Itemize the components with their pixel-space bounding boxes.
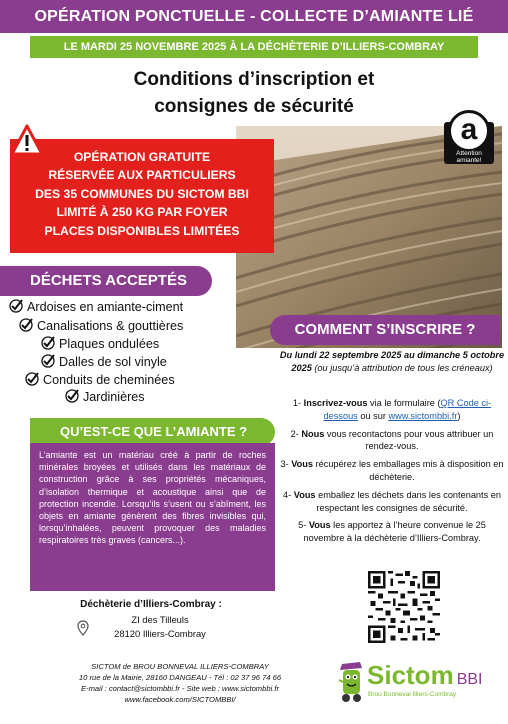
condition-line: OPÉRATION GRATUITE [73, 150, 211, 164]
accepted-item [24, 372, 175, 387]
registration-period-note: (ou jusqu’à attribution de tous les créneaux) [314, 363, 493, 373]
accepted-item [40, 336, 159, 351]
checkmark-icon [64, 389, 80, 403]
step-text: ) [457, 410, 461, 421]
step-number: 1- [292, 398, 302, 408]
condition-line: LIMITÉ À 250 KG PAR FOYER [56, 205, 228, 220]
registration-steps [280, 397, 504, 550]
sictom-logo-suffix: BBI [456, 671, 483, 688]
warning-icon [10, 124, 44, 156]
qr-code-image[interactable] [368, 571, 440, 643]
step-2 [280, 428, 504, 454]
footer-email-web[interactable]: E-mail : contact@sictombbi.fr - Site web : www.sictombbi.fr [80, 684, 280, 693]
qr-code-link[interactable]: QR Code ci-dessous [323, 398, 492, 421]
registration-period [276, 349, 508, 375]
step-number: 4- [283, 489, 292, 500]
sictom-logo-subtitle: Brou Bonneval Illiers-Combray [368, 691, 457, 698]
step-keyword: Vous [293, 489, 316, 500]
dechetterie-address [90, 613, 230, 641]
footer-facebook[interactable]: www.facebook.com/SICTOMBBI/ [124, 695, 236, 704]
registration-period-dates: Du lundi 22 septembre 2025 au dimanche 5 octobre 2025 [279, 350, 505, 373]
step-number: 2- [290, 428, 299, 439]
accepted-waste-title: DÉCHETS ACCEPTÉS [0, 266, 212, 296]
accepted-item [18, 318, 183, 333]
footer-org: SICTOM de BROU BONNEVAL ILLIERS-COMBRAY [91, 662, 269, 671]
step-text: ou sur [360, 410, 386, 421]
checkmark-icon [40, 336, 56, 350]
accepted-item-label: Ardoises en amiante-ciment [27, 300, 184, 314]
condition-line: DES 35 COMMUNES DU SICTOM BBI [35, 186, 249, 201]
step-keyword: Vous [308, 520, 331, 531]
step-keyword: Inscrivez-vous [303, 398, 368, 408]
how-to-register-title: COMMENT S’INSCRIRE ? [270, 315, 500, 345]
what-is-asbestos-title: QU’EST-CE QUE L’AMIANTE ? [30, 418, 275, 446]
asbestos-sign-text-line2: amiante! [456, 157, 482, 164]
step-keyword: Nous [301, 428, 325, 439]
page-title-line1: Conditions d’inscription et [133, 69, 375, 90]
accepted-item [8, 299, 183, 314]
asbestos-a-icon: a [448, 110, 490, 152]
step-text: via le formulaire ( [370, 398, 441, 408]
sictom-logo [367, 660, 482, 695]
accepted-item [40, 354, 167, 369]
condition-line: RÉSERVÉE AUX PARTICULIERS [48, 168, 236, 183]
accepted-item [64, 389, 145, 404]
asbestos-sign-text-line1: Attention [456, 150, 482, 157]
step-number: 5- [298, 520, 307, 531]
accepted-item-label: Dalles de sol vinyle [59, 355, 167, 369]
accepted-item-label: Canalisations & gouttières [37, 319, 184, 333]
page-title [40, 66, 468, 120]
accepted-item-label: Conduits de cheminées [43, 373, 175, 387]
checkmark-icon [18, 318, 34, 332]
address-line1: ZI des Tilleuls [131, 614, 189, 625]
step-number: 3- [280, 459, 289, 470]
conditions-box [10, 139, 274, 253]
location-pin-icon [77, 620, 89, 636]
top-banner: OPÉRATION PONCTUELLE - COLLECTE D’AMIANTE LIÉ [0, 0, 508, 33]
checkmark-icon [24, 372, 40, 386]
checkmark-icon [8, 299, 24, 313]
address-line2: 28120 Illiers-Combray [114, 628, 206, 639]
condition-line: PLACES DISPONIBLES LIMITÉES [44, 223, 240, 238]
accepted-item-label: Plaques ondulées [59, 337, 160, 351]
website-link[interactable]: www.sictombbi.fr [388, 410, 458, 421]
step-text: vous recontactons pour vous attribuer un rendez-vous. [326, 428, 494, 452]
date-banner: LE MARDI 25 NOVEMBRE 2025 À LA DÉCHÈTERIE D’ILLIERS-COMBRAY [30, 36, 478, 58]
step-3 [280, 458, 504, 484]
footer-address: 10 rue de la Mairie, 28160 DANGEAU - Tél : 02 37 96 74 66 [78, 673, 282, 682]
footer-contact [40, 661, 320, 705]
asbestos-sign-text [444, 150, 494, 164]
asbestos-description: L’amiante est un matériau créé à partir de roches minérales broyées et utilisés dans les matériaux de construction grâce à ses propriétés mécaniques, d’isolation thermique et acoustique ainsi que de protection incendie. Lorsqu’ils s’usent ou s’abîment, les objets en amiante génèrent des fibres invisibles qui, lorsqu’inhalées, peuvent provoquer des maladies respiratoires très graves (cancers...). [30, 443, 275, 591]
step-keyword: Vous [291, 459, 313, 470]
step-text: emballez les déchets dans les contenants en respectant les consignes de sécurité. [316, 489, 501, 513]
step-1 [280, 397, 504, 423]
step-text: récupérez les emballages mis à disposition en déchèterie. [315, 459, 504, 482]
page-title-line2: consignes de sécurité [154, 96, 354, 117]
accepted-item-label: Jardinières [83, 390, 145, 404]
sictom-mascot-icon [336, 660, 366, 704]
step-text: les apportez à l’heure convenue le 25 novembre à la déchèterie d’Illiers-Combray. [303, 520, 486, 544]
checkmark-icon [40, 354, 56, 368]
dechetterie-title: Déchèterie d’Illiers-Combray : [80, 599, 222, 610]
step-4 [280, 489, 504, 515]
step-5 [280, 519, 504, 545]
sictom-logo-name: Sictom [367, 660, 454, 690]
